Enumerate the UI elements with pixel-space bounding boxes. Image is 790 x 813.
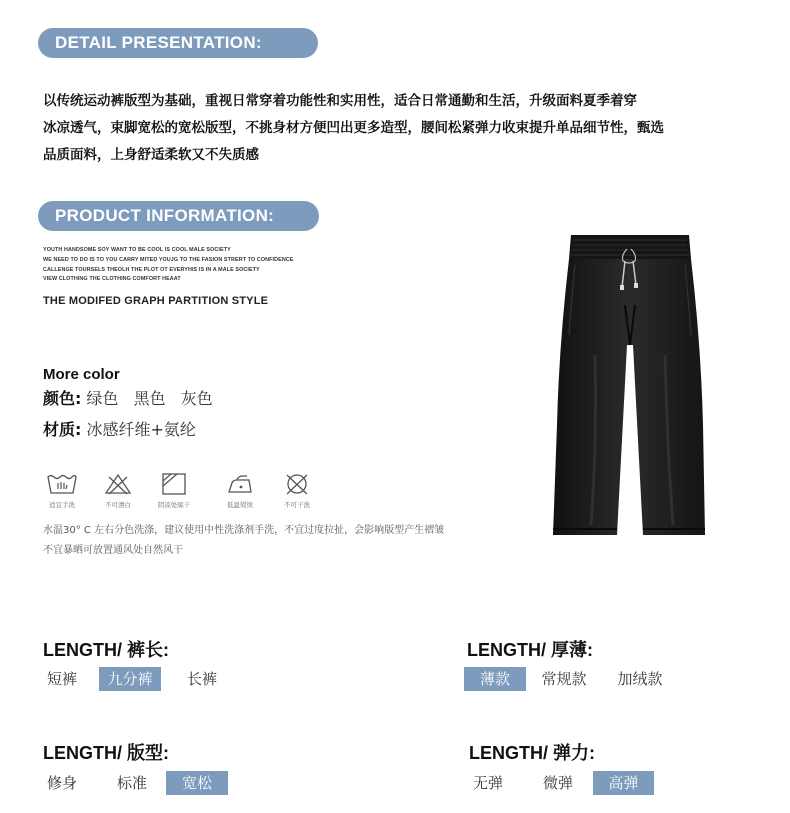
pants-product-image	[525, 225, 735, 545]
slogan-line: CALLENGE TOURSELS THEOLH THE PLOT OT EVERYHIS IS IN A MALE SOCIETY	[43, 266, 260, 273]
description-line: 品质面料，上身舒适柔软又不失质感	[43, 147, 259, 163]
slogan-block	[43, 246, 343, 285]
care-item	[218, 472, 262, 509]
care-item	[40, 472, 84, 509]
care-item	[275, 472, 319, 509]
style-caption: THE MODIFED GRAPH PARTITION STYLE	[43, 295, 269, 307]
care-label: 阴凉处晾干	[157, 501, 191, 509]
shade-dry-icon	[157, 472, 191, 496]
description-line: 以传统运动裤版型为基础，重视日常穿着功能性和实用性，适合日常通勤和生活，升级面料夏季着穿	[43, 93, 637, 109]
detail-presentation-header: DETAIL PRESENTATION:	[38, 28, 318, 58]
more-color-label: More color	[43, 366, 120, 383]
fit-option-standard[interactable]: 标准	[116, 774, 147, 792]
low-iron-icon	[223, 472, 257, 496]
care-label: 不可漂白	[105, 501, 131, 509]
care-instructions	[40, 472, 340, 522]
care-label: 不可干洗	[284, 501, 310, 509]
elasticity-option-none[interactable]: 无弹	[472, 774, 503, 792]
thickness-option-fleece[interactable]: 加绒款	[617, 670, 663, 688]
thickness-title: LENGTH/ 厚薄:	[467, 640, 593, 660]
elasticity-title: LENGTH/ 弹力:	[469, 743, 595, 763]
color-option: 黑色	[133, 389, 166, 408]
color-spec	[43, 386, 223, 409]
fit-title: LENGTH/ 版型:	[43, 743, 169, 763]
product-description	[43, 88, 773, 169]
color-option: 灰色	[180, 389, 213, 408]
care-item	[152, 472, 196, 509]
slogan-line: WE NEED TO DO IS TO YOU CARRY MITED YOUJG TO THE FASION STRERT TO CONFIDENCE	[43, 256, 294, 263]
length-title: LENGTH/ 裤长:	[43, 640, 169, 660]
slogan-line: VIEW CLOTHING THE CLOTHING COMFORT HEAAT	[43, 276, 181, 283]
color-option: 绿色	[86, 389, 119, 408]
product-information-header: PRODUCT INFORMATION:	[38, 201, 319, 231]
thickness-options	[464, 667, 724, 691]
elasticity-option-slight[interactable]: 微弹	[542, 774, 573, 792]
color-values	[87, 389, 223, 408]
length-option-long[interactable]: 长裤	[186, 670, 217, 688]
length-options	[43, 667, 343, 691]
fit-option-slim[interactable]: 修身	[46, 774, 77, 792]
care-label: 适宜手洗	[49, 501, 75, 509]
elasticity-options	[469, 771, 729, 795]
fit-options	[43, 771, 343, 795]
thickness-option-regular[interactable]: 常规款	[541, 670, 587, 688]
hand-wash-icon	[45, 472, 79, 496]
thickness-option-thin[interactable]: 薄款	[464, 667, 526, 691]
description-line: 冰凉透气，束脚宽松的宽松版型，不挑身材方便凹出更多造型，腰间松紧弹力收束提升单品细节性，甄选	[43, 120, 664, 136]
color-key: 颜色:	[43, 389, 82, 408]
length-option-short[interactable]: 短裤	[46, 670, 77, 688]
no-dry-clean-icon	[280, 472, 314, 496]
fit-option-loose[interactable]: 宽松	[166, 771, 228, 795]
care-label: 低温熨烫	[227, 501, 253, 509]
care-note	[43, 521, 513, 561]
material-key: 材质:	[43, 420, 82, 439]
slogan-line: YOUTH HANDSOME SOY WANT TO BE COOL IS COOL MALE SOCIETY	[43, 247, 231, 253]
material-value: 冰感纤维+氨纶	[86, 420, 196, 439]
length-option-cropped[interactable]: 九分裤	[99, 667, 161, 691]
no-bleach-icon	[101, 472, 135, 496]
care-note-line: 不宜暴晒可放置通风处自然风干	[43, 545, 183, 556]
material-spec	[43, 417, 196, 440]
care-note-line: 水温30° C 左右分色洗涤，建议使用中性洗涤剂手洗，不宜过度拉扯，会影响版型产生褶皱	[43, 525, 445, 536]
elasticity-option-high[interactable]: 高弹	[593, 771, 654, 795]
care-item	[96, 472, 140, 509]
